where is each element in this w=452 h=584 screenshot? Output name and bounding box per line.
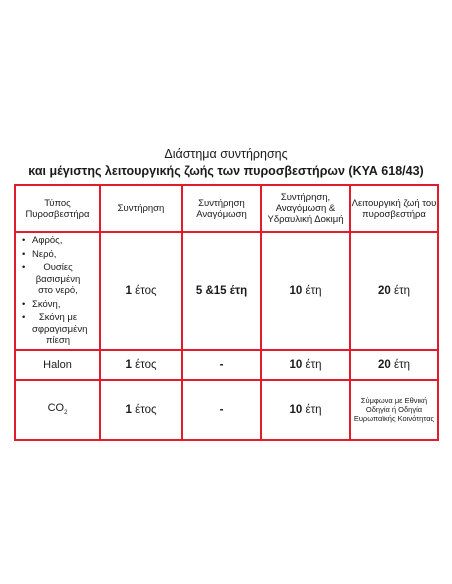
list-item: • Ουσίες βασισμένη στο νερό,	[22, 262, 81, 296]
table-row	[15, 350, 438, 380]
cell-hydraulic-test: 10 έτη	[261, 350, 350, 380]
cell-extinguisher-type: $CO_2$	[15, 380, 100, 440]
table-header-row	[15, 185, 438, 232]
list-item: • Σκόνη με σφραγισμένη πίεση	[22, 312, 88, 346]
cell-hydraulic-test: 10 έτη	[261, 380, 350, 440]
title-line-2: και μέγιστης λειτουργικής ζωής των πυροσβεστήρων (ΚΥΑ 618/43)	[28, 164, 424, 178]
header-hydraulic-test: Συντήρηση, Αναγόμωση & Υδραυλική Δοκιμή	[261, 185, 350, 232]
cell-operational-life: 20 έτη	[350, 232, 438, 350]
list-item: • Σκόνη,	[22, 298, 61, 310]
extinguisher-type-list	[16, 235, 99, 347]
cell-operational-life-note: Σύμφωνα με Εθνική Οδηγία ή Οδηγία Ευρωπαϊκής Κοινότητας	[350, 380, 438, 440]
maintenance-table	[14, 184, 439, 441]
cell-hydraulic-test: 10 έτη	[261, 232, 350, 350]
cell-recharge: -	[182, 380, 261, 440]
header-maintenance: Συντήρηση	[100, 185, 182, 232]
table-row	[15, 232, 438, 350]
title-line-1: Διάστημα συντήρησης	[164, 147, 288, 161]
cell-maintenance: 1 έτος	[100, 232, 182, 350]
cell-extinguisher-type: Halon	[15, 350, 100, 380]
cell-recharge: -	[182, 350, 261, 380]
cell-maintenance: 1 έτος	[100, 380, 182, 440]
table-row	[15, 380, 438, 440]
header-maintenance-recharge: Συντήρηση Αναγόμωση	[182, 185, 261, 232]
header-operational-life: Λειτουργική ζωή του πυροσβεστήρα	[350, 185, 438, 232]
list-item: • Νερό,	[22, 248, 57, 260]
header-extinguisher-type: Τύπος Πυροσβεστήρα	[15, 185, 100, 232]
cell-operational-life: 20 έτη	[350, 350, 438, 380]
cell-maintenance: 1 έτος	[100, 350, 182, 380]
cell-recharge: 5 &15 έτη	[182, 232, 261, 350]
list-item: • Αφρός,	[22, 235, 63, 246]
cell-extinguisher-types	[15, 232, 100, 350]
